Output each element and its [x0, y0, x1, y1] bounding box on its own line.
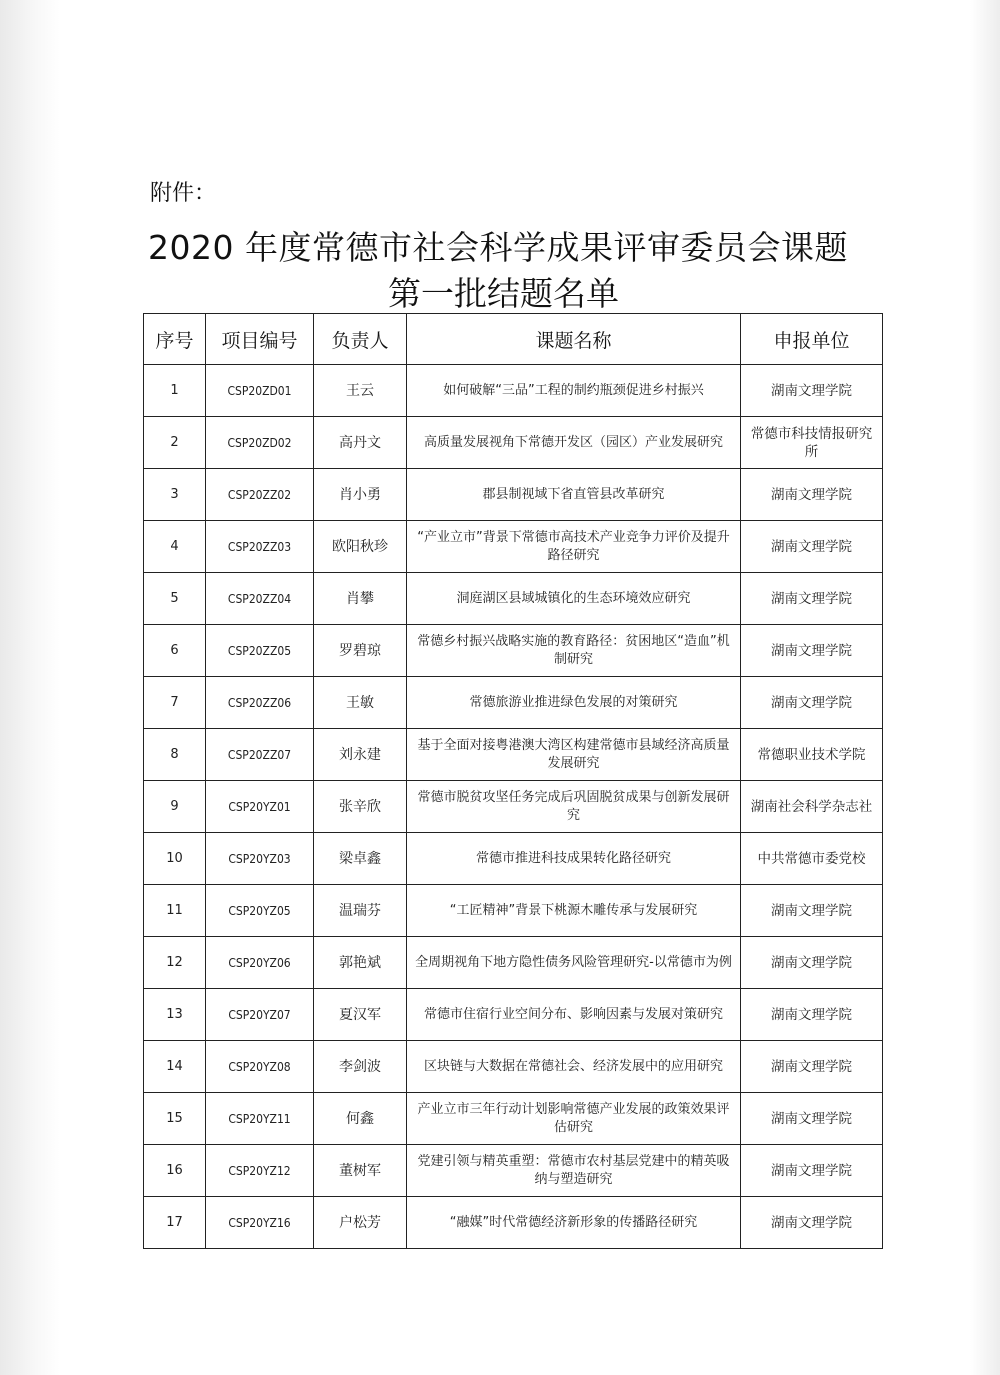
cell-unit: 湖南文理学院: [741, 1093, 883, 1145]
table-row: [144, 1093, 883, 1145]
cell-topic: 洞庭湖区县域城镇化的生态环境效应研究: [407, 573, 741, 625]
cell-code: CSP20ZZ04: [206, 573, 314, 625]
cell-no: 7: [144, 677, 206, 729]
cell-leader: 张辛欣: [314, 781, 407, 833]
table-row: [144, 677, 883, 729]
table-header-row: [144, 314, 883, 365]
cell-leader: 王云: [314, 365, 407, 417]
cell-leader: 罗碧琼: [314, 625, 407, 677]
header-topic: 课题名称: [407, 314, 741, 365]
cell-topic: “产业立市”背景下常德市高技术产业竞争力评价及提升路径研究: [407, 521, 741, 573]
cell-leader: 温瑞芬: [314, 885, 407, 937]
cell-leader: 董树军: [314, 1145, 407, 1197]
table-row: [144, 521, 883, 573]
cell-no: 16: [144, 1145, 206, 1197]
table-row: [144, 1197, 883, 1249]
cell-leader: 梁卓鑫: [314, 833, 407, 885]
cell-code: CSP20ZZ03: [206, 521, 314, 573]
cell-unit: 湖南文理学院: [741, 989, 883, 1041]
cell-code: CSP20ZZ07: [206, 729, 314, 781]
header-unit: 申报单位: [741, 314, 883, 365]
cell-code: CSP20YZ07: [206, 989, 314, 1041]
cell-topic: “融媒”时代常德经济新形象的传播路径研究: [407, 1197, 741, 1249]
cell-code: CSP20YZ03: [206, 833, 314, 885]
cell-no: 8: [144, 729, 206, 781]
cell-no: 2: [144, 417, 206, 469]
cell-no: 9: [144, 781, 206, 833]
cell-code: CSP20YZ01: [206, 781, 314, 833]
cell-code: CSP20YZ05: [206, 885, 314, 937]
table-row: [144, 417, 883, 469]
cell-leader: 户松芳: [314, 1197, 407, 1249]
cell-no: 15: [144, 1093, 206, 1145]
cell-leader: 肖攀: [314, 573, 407, 625]
table-row: [144, 729, 883, 781]
cell-leader: 刘永建: [314, 729, 407, 781]
cell-unit: 常德职业技术学院: [741, 729, 883, 781]
cell-topic: 如何破解“三品”工程的制约瓶颈促进乡村振兴: [407, 365, 741, 417]
cell-unit: 常德市科技情报研究所: [741, 417, 883, 469]
cell-code: CSP20ZD02: [206, 417, 314, 469]
cell-unit: 湖南文理学院: [741, 1145, 883, 1197]
header-leader: 负责人: [314, 314, 407, 365]
cell-no: 13: [144, 989, 206, 1041]
cell-unit: 湖南文理学院: [741, 573, 883, 625]
table-row: [144, 885, 883, 937]
cell-topic: 基于全面对接粤港澳大湾区构建常德市县域经济高质量发展研究: [407, 729, 741, 781]
cell-unit: 湖南文理学院: [741, 469, 883, 521]
cell-code: CSP20YZ08: [206, 1041, 314, 1093]
cell-code: CSP20YZ16: [206, 1197, 314, 1249]
cell-leader: 高丹文: [314, 417, 407, 469]
cell-leader: 李剑波: [314, 1041, 407, 1093]
cell-no: 14: [144, 1041, 206, 1093]
cell-leader: 何鑫: [314, 1093, 407, 1145]
cell-code: CSP20YZ06: [206, 937, 314, 989]
cell-topic: 产业立市三年行动计划影响常德产业发展的政策效果评估研究: [407, 1093, 741, 1145]
cell-leader: 肖小勇: [314, 469, 407, 521]
cell-topic: 郡县制视域下省直管县改革研究: [407, 469, 741, 521]
cell-no: 5: [144, 573, 206, 625]
cell-code: CSP20YZ12: [206, 1145, 314, 1197]
cell-topic: 常德市脱贫攻坚任务完成后巩固脱贫成果与创新发展研究: [407, 781, 741, 833]
table-row: [144, 1145, 883, 1197]
cell-leader: 郭艳斌: [314, 937, 407, 989]
cell-code: CSP20ZD01: [206, 365, 314, 417]
table-row: [144, 781, 883, 833]
cell-leader: 夏汉军: [314, 989, 407, 1041]
cell-unit: 湖南文理学院: [741, 625, 883, 677]
cell-unit: 湖南文理学院: [741, 677, 883, 729]
cell-unit: 湖南文理学院: [741, 1041, 883, 1093]
scan-edge-shadow-right: [970, 0, 1000, 1375]
cell-code: CSP20ZZ06: [206, 677, 314, 729]
table-row: [144, 989, 883, 1041]
cell-unit: 湖南文理学院: [741, 521, 883, 573]
table-row: [144, 625, 883, 677]
cell-topic: 区块链与大数据在常德社会、经济发展中的应用研究: [407, 1041, 741, 1093]
cell-no: 3: [144, 469, 206, 521]
table-row: [144, 469, 883, 521]
cell-unit: 中共常德市委党校: [741, 833, 883, 885]
cell-topic: 党建引领与精英重塑：常德市农村基层党建中的精英吸纳与塑造研究: [407, 1145, 741, 1197]
cell-no: 11: [144, 885, 206, 937]
cell-no: 10: [144, 833, 206, 885]
cell-code: CSP20ZZ05: [206, 625, 314, 677]
cell-leader: 欧阳秋珍: [314, 521, 407, 573]
cell-unit: 湖南文理学院: [741, 885, 883, 937]
table-row: [144, 1041, 883, 1093]
results-table: [143, 313, 883, 1249]
header-no: 序号: [144, 314, 206, 365]
cell-topic: 全周期视角下地方隐性债务风险管理研究-以常德市为例: [407, 937, 741, 989]
cell-code: CSP20ZZ02: [206, 469, 314, 521]
cell-topic: 常德旅游业推进绿色发展的对策研究: [407, 677, 741, 729]
cell-topic: 高质量发展视角下常德开发区（园区）产业发展研究: [407, 417, 741, 469]
scan-edge-shadow-left: [0, 0, 60, 1375]
cell-code: CSP20YZ11: [206, 1093, 314, 1145]
cell-no: 12: [144, 937, 206, 989]
cell-topic: 常德市住宿行业空间分布、影响因素与发展对策研究: [407, 989, 741, 1041]
table-row: [144, 573, 883, 625]
cell-no: 17: [144, 1197, 206, 1249]
cell-no: 6: [144, 625, 206, 677]
table-row: [144, 833, 883, 885]
cell-unit: 湖南文理学院: [741, 1197, 883, 1249]
cell-leader: 王敏: [314, 677, 407, 729]
cell-unit: 湖南文理学院: [741, 365, 883, 417]
cell-no: 1: [144, 365, 206, 417]
document-title-line-1: 2020 年度常德市社会科学成果评审委员会课题: [148, 228, 848, 267]
cell-unit: 湖南社会科学杂志社: [741, 781, 883, 833]
cell-topic: 常德乡村振兴战略实施的教育路径：贫困地区“造血”机制研究: [407, 625, 741, 677]
cell-topic: “工匠精神”背景下桃源木雕传承与发展研究: [407, 885, 741, 937]
table-row: [144, 365, 883, 417]
table-row: [144, 937, 883, 989]
cell-unit: 湖南文理学院: [741, 937, 883, 989]
header-code: 项目编号: [206, 314, 314, 365]
cell-no: 4: [144, 521, 206, 573]
cell-topic: 常德市推进科技成果转化路径研究: [407, 833, 741, 885]
document-title-line-2: 第一批结题名单: [388, 274, 619, 313]
attachment-label: 附件：: [150, 181, 217, 206]
